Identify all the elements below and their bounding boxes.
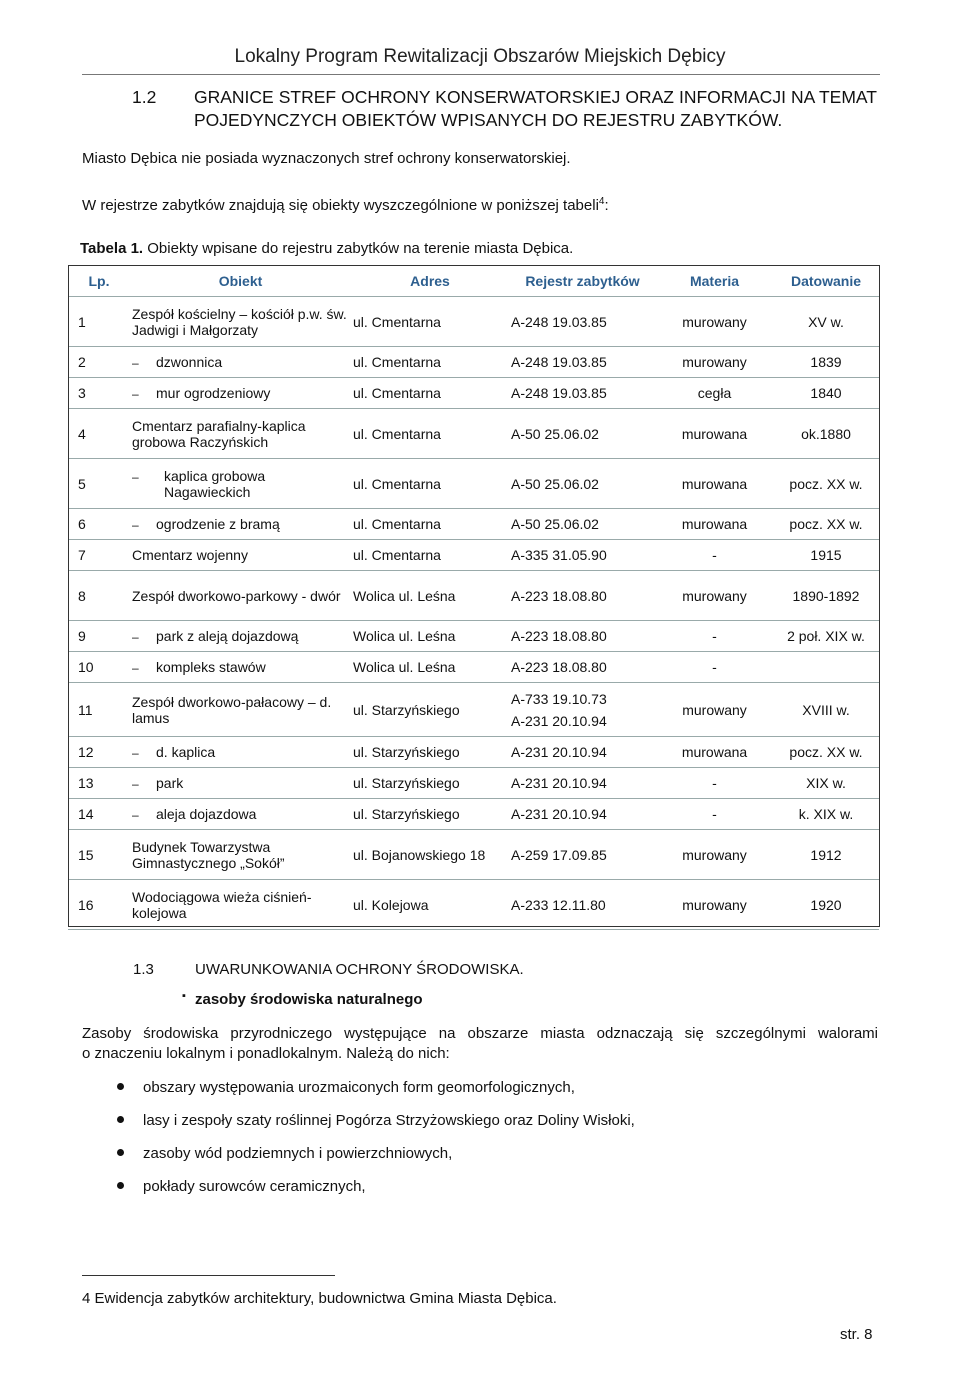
cell-adres: Wolica ul. Leśna — [351, 652, 509, 683]
cell-rejestr: A-223 18.08.80 — [509, 571, 656, 621]
cell-adres: ul. Cmentarna — [351, 409, 509, 459]
bullet-item: lasy i zespoły szaty roślinnej Pogórza Strzyżowskiego oraz Doliny Wisłoki, — [117, 1112, 635, 1129]
cell-materia: - — [656, 768, 773, 799]
cell-rejestr: A-50 25.06.02 — [509, 509, 656, 540]
running-header: Lokalny Program Rewitalizacji Obszarów Miejskich Dębicy — [234, 46, 726, 67]
footnote-reference[interactable]: 4 — [598, 196, 605, 207]
cell-adres: ul. Cmentarna — [351, 540, 509, 571]
bullet-icon — [117, 1149, 124, 1156]
cell-materia: - — [656, 652, 773, 683]
table-caption-label: Tabela 1. — [80, 240, 144, 257]
cell-datowanie: 1839 — [773, 347, 879, 378]
section-number: 1.2 — [132, 87, 157, 107]
bullet-item: obszary występowania urozmaiconych form geomorfologicznych, — [117, 1079, 575, 1096]
cell-datowanie: 2 poł. XIX w. — [773, 621, 879, 652]
cell-datowanie: 1920 — [773, 880, 879, 930]
cell-datowanie: XV w. — [773, 297, 879, 347]
table-row — [68, 378, 879, 409]
cell-obiekt: – park — [130, 768, 351, 799]
cell-datowanie: k. XIX w. — [773, 799, 879, 830]
cell-obiekt: Cmentarz parafialny-kaplica grobowa Raczyńskich — [130, 409, 351, 459]
cell-lp: 10 — [68, 652, 130, 683]
dash-marker — [132, 468, 156, 500]
cell-rejestr: A-248 19.03.85 — [509, 297, 656, 347]
cell-materia: murowany — [656, 683, 773, 737]
section-title-line-2: POJEDYNCZYCH OBIEKTÓW WPISANYCH DO REJESTRU ZABYTKÓW. — [194, 110, 783, 130]
table-row — [68, 459, 879, 509]
cell-datowanie: pocz. XX w. — [773, 737, 879, 768]
cell-lp: 3 — [68, 378, 130, 409]
cell-materia: murowany — [656, 347, 773, 378]
cell-materia: - — [656, 799, 773, 830]
cell-materia: cegła — [656, 378, 773, 409]
cell-rejestr: A-733 19.10.73 A-231 20.10.94 — [509, 683, 656, 737]
bullet-icon — [117, 1182, 124, 1189]
header-adres: Adres — [351, 265, 509, 297]
table-row — [68, 652, 879, 683]
cell-adres: ul. Cmentarna — [351, 378, 509, 409]
cell-lp: 5 — [68, 459, 130, 509]
bullet-item: pokłady surowców ceramicznych, — [117, 1178, 366, 1195]
header-lp: Lp. — [68, 265, 130, 297]
cell-datowanie: 1840 — [773, 378, 879, 409]
cell-adres: ul. Starzyńskiego — [351, 737, 509, 768]
header-rejestr: Rejestr zabytków — [509, 265, 656, 297]
cell-datowanie: 1912 — [773, 830, 879, 880]
bullet-icon — [117, 1083, 124, 1090]
section-number: 1.3 — [133, 961, 154, 978]
cell-obiekt: – park z aleją dojazdową — [130, 621, 351, 652]
cell-materia: murowana — [656, 409, 773, 459]
dash-marker — [132, 744, 156, 760]
cell-datowanie: ok.1880 — [773, 409, 879, 459]
cell-rejestr: A-50 25.06.02 — [509, 409, 656, 459]
footnote-divider — [82, 1275, 335, 1276]
cell-adres: Wolica ul. Leśna — [351, 571, 509, 621]
cell-obiekt: Budynek Towarzystwa Gimnastycznego „Sokół” — [130, 830, 351, 880]
section-heading-1-3 — [133, 961, 524, 978]
cell-rejestr: A-50 25.06.02 — [509, 459, 656, 509]
section-title: UWARUNKOWANIA OCHRONY ŚRODOWISKA. — [195, 961, 524, 978]
header-obiekt: Obiekt — [130, 265, 351, 297]
cell-materia: murowany — [656, 880, 773, 930]
cell-datowanie: pocz. XX w. — [773, 459, 879, 509]
cell-lp: 14 — [68, 799, 130, 830]
cell-adres: Wolica ul. Leśna — [351, 621, 509, 652]
heritage-register-table — [68, 265, 879, 930]
cell-obiekt: Wodociągowa wieża ciśnień-kolejowa — [130, 880, 351, 930]
dash-marker — [132, 516, 156, 532]
bullet-item: zasoby wód podziemnych i powierzchniowych, — [117, 1145, 452, 1162]
header-divider — [82, 74, 880, 75]
cell-obiekt: Cmentarz wojenny — [130, 540, 351, 571]
table-row — [68, 297, 879, 347]
cell-lp: 9 — [68, 621, 130, 652]
table-row — [68, 683, 879, 737]
table-caption-text: Obiekty wpisane do rejestru zabytków na terenie miasta Dębica. — [143, 240, 574, 257]
cell-lp: 6 — [68, 509, 130, 540]
cell-materia: murowany — [656, 297, 773, 347]
cell-datowanie: 1890-1892 — [773, 571, 879, 621]
dash-marker — [132, 385, 156, 401]
dash-marker — [132, 659, 156, 675]
cell-datowanie: pocz. XX w. — [773, 509, 879, 540]
cell-obiekt: – aleja dojazdowa — [130, 799, 351, 830]
paragraph-register-intro — [82, 196, 609, 214]
section-title-line-1: GRANICE STREF OCHRONY KONSERWATORSKIEJ ORAZ INFORMACJI NA TEMAT — [194, 87, 877, 107]
cell-lp: 11 — [68, 683, 130, 737]
cell-lp: 13 — [68, 768, 130, 799]
cell-adres: ul. Starzyńskiego — [351, 683, 509, 737]
cell-lp: 8 — [68, 571, 130, 621]
cell-lp: 15 — [68, 830, 130, 880]
dash-marker — [132, 354, 156, 370]
cell-obiekt: Zespół kościelny – kościół p.w. św. Jadwigi i Małgorzaty — [130, 297, 351, 347]
cell-materia: - — [656, 540, 773, 571]
intro-line-2: o znaczeniu lokalnym i ponadlokalnym. Należą do nich: — [82, 1045, 450, 1062]
cell-lp: 1 — [68, 297, 130, 347]
cell-adres: ul. Bojanowskiego 18 — [351, 830, 509, 880]
cell-rejestr: A-259 17.09.85 — [509, 830, 656, 880]
cell-obiekt: – dzwonnica — [130, 347, 351, 378]
table-row — [68, 799, 879, 830]
cell-datowanie: XVIII w. — [773, 683, 879, 737]
cell-obiekt: – mur ogrodzeniowy — [130, 378, 351, 409]
table-row — [68, 571, 879, 621]
header-datowanie: Datowanie — [773, 265, 879, 297]
cell-adres: ul. Starzyńskiego — [351, 799, 509, 830]
table-row — [68, 621, 879, 652]
table-row — [68, 509, 879, 540]
header-materia: Materia — [656, 265, 773, 297]
cell-rejestr: A-231 20.10.94 — [509, 799, 656, 830]
cell-rejestr: A-231 20.10.94 — [509, 737, 656, 768]
cell-datowanie — [773, 652, 879, 683]
cell-materia: murowana — [656, 509, 773, 540]
paragraph-text: W rejestrze zabytków znajdują się obiekty wyszczególnione w poniższej tabeli — [82, 197, 599, 214]
cell-lp: 12 — [68, 737, 130, 768]
cell-lp: 2 — [68, 347, 130, 378]
cell-lp: 16 — [68, 880, 130, 930]
cell-lp: 7 — [68, 540, 130, 571]
cell-adres: ul. Cmentarna — [351, 297, 509, 347]
cell-rejestr: A-231 20.10.94 — [509, 768, 656, 799]
cell-datowanie: XIX w. — [773, 768, 879, 799]
cell-materia: - — [656, 621, 773, 652]
table-row — [68, 830, 879, 880]
table-row — [68, 409, 879, 459]
table-row — [68, 880, 879, 930]
cell-adres: ul. Starzyńskiego — [351, 768, 509, 799]
cell-materia: murowany — [656, 571, 773, 621]
cell-rejestr: A-223 18.08.80 — [509, 621, 656, 652]
table-caption — [80, 240, 573, 257]
paragraph-end: : — [604, 197, 609, 214]
dash-marker — [132, 628, 156, 644]
cell-lp: 4 — [68, 409, 130, 459]
table-row — [68, 768, 879, 799]
cell-materia: murowany — [656, 830, 773, 880]
table-row — [68, 347, 879, 378]
cell-obiekt: Zespół dworkowo-parkowy - dwór — [130, 571, 351, 621]
subheading-natural-resources: ▪ zasoby środowiska naturalnego — [195, 991, 423, 1008]
cell-obiekt: – d. kaplica — [130, 737, 351, 768]
cell-obiekt: – kompleks stawów — [130, 652, 351, 683]
paragraph-no-zones: Miasto Dębica nie posiada wyznaczonych stref ochrony konserwatorskiej. — [82, 150, 571, 167]
intro-line-1: Zasoby środowiska przyrodniczego występujące na obszarze miasta odznaczają się szczególnymi walorami — [82, 1025, 878, 1042]
cell-obiekt: – ogrodzenie z bramą — [130, 509, 351, 540]
cell-rejestr: A-335 31.05.90 — [509, 540, 656, 571]
cell-rejestr: A-223 18.08.80 — [509, 652, 656, 683]
cell-obiekt: Zespół dworkowo-pałacowy – d. lamus — [130, 683, 351, 737]
dash-marker — [132, 775, 156, 791]
table-header-row — [68, 265, 879, 297]
cell-adres: ul. Cmentarna — [351, 459, 509, 509]
cell-adres: ul. Cmentarna — [351, 509, 509, 540]
table-row — [68, 540, 879, 571]
cell-materia: murowana — [656, 459, 773, 509]
footnote: 4 Ewidencja zabytków architektury, budownictwa Gmina Miasta Dębica. — [82, 1290, 557, 1307]
cell-rejestr: A-248 19.03.85 — [509, 347, 656, 378]
cell-datowanie: 1915 — [773, 540, 879, 571]
bullet-icon — [117, 1116, 124, 1123]
page-number: str. 8 — [840, 1326, 873, 1343]
dash-marker — [132, 806, 156, 822]
table-row — [68, 737, 879, 768]
cell-materia: murowana — [656, 737, 773, 768]
cell-adres: ul. Cmentarna — [351, 347, 509, 378]
intro-paragraph — [82, 1024, 878, 1064]
cell-adres: ul. Kolejowa — [351, 880, 509, 930]
cell-obiekt: – kaplica grobowa Nagawieckich — [130, 459, 351, 509]
cell-rejestr: A-248 19.03.85 — [509, 378, 656, 409]
cell-rejestr: A-233 12.11.80 — [509, 880, 656, 930]
